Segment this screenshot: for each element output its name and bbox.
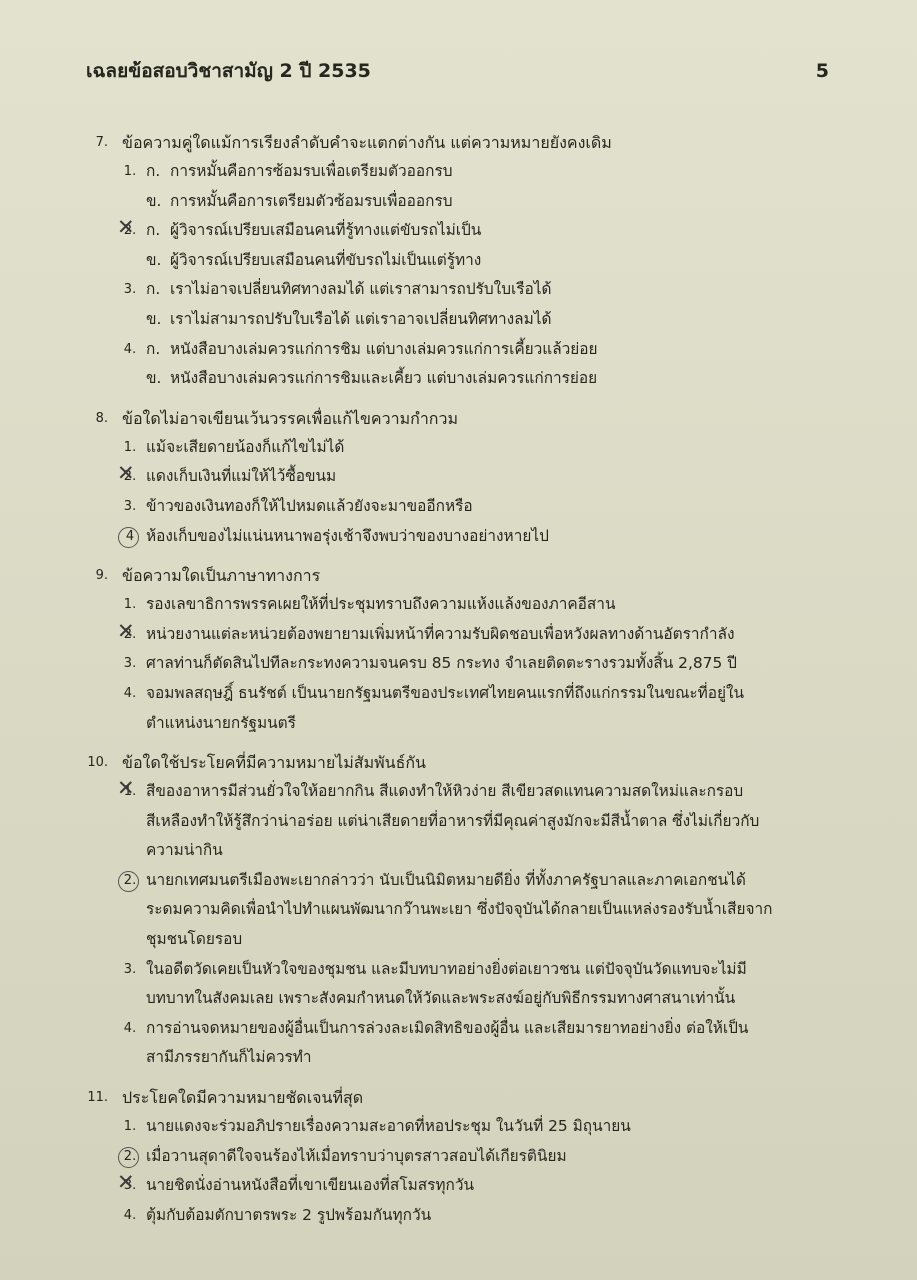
sub-text: ผู้วิจารณ์เปรียบเสมือนคนที่รู้ทางแต่ขับรถไม่เป็น: [170, 221, 482, 240]
question-number: 11.: [87, 1090, 108, 1106]
option-text: แม้จะเสียดายน้องก็แก้ไขไม่ได้: [146, 437, 345, 456]
cross-mark-icon: 2. ✕: [117, 620, 143, 650]
option-text: นายแดงจะร่วมอภิปรายเรื่องความสะอาดที่หอประชุม ในวันที่ 25 มิถุนายน: [146, 1117, 631, 1136]
question-text: ข้อความคู่ใดแม้การเรียงลำดับคำจะแตกต่างกัน แต่ความหมายยังคงเดิม: [122, 133, 612, 152]
sub-text: การหมั้นคือการเตรียมตัวซ้อมรบเพื่อออกรบ: [170, 191, 453, 210]
option-number: 3.: [123, 961, 137, 977]
option-3: [0, 649, 917, 679]
sub-label: ก.: [146, 280, 161, 299]
question-7: [0, 128, 917, 394]
option-3: [0, 492, 917, 522]
option-3: [0, 955, 917, 1014]
option-text: นายกเทศมนตรีเมืองพะเยากล่าวว่า นับเป็นนิมิตหมายดียิ่ง ที่ทั้งภาครัฐบาลและภาคเอกชนได้: [146, 870, 746, 889]
option-text: หน่วยงานแต่ละหน่วยต้องพยายามเพิ่มหน้าที่ความรับผิดชอบเพื่อหวังผลทางด้านอัตรากำลัง: [146, 624, 735, 643]
sub-label: ก.: [146, 221, 161, 240]
sub-label: ก.: [146, 339, 161, 358]
option-1: [0, 590, 917, 620]
cross-mark-icon: 1. ✕: [117, 777, 143, 807]
sub-label: ก.: [146, 162, 161, 180]
answer-circle-icon: 2.: [117, 1142, 143, 1172]
option-text: การอ่านจดหมายของผู้อื่นเป็นการล่วงละเมิดสิทธิของผู้อื่น และเสียมารยาทอย่างยิ่ง ต่อให้เป็น: [146, 1018, 749, 1037]
option-4: [0, 679, 917, 738]
option-1: [0, 157, 917, 216]
option-text-cont: บทบาทในสังคมเลย เพราะสังคมกำหนดให้วัดและพระสงฆ์อยู่กับพิธีกรรมทางศาสนาเท่านั้น: [146, 989, 736, 1008]
question-text: ข้อใดไม่อาจเขียนเว้นวรรคเพื่อแก้ไขความกำกวม: [122, 408, 459, 428]
option-number: 4.: [123, 685, 137, 701]
option-text: จอมพลสฤษฎิ์ ธนรัชต์ เป็นนายกรัฐมนตรีของประเทศไทยคนแรกที่ถึงแก่กรรมในขณะที่อยู่ใน: [146, 683, 745, 702]
sub-label: ข.: [146, 191, 162, 210]
option-number: 1.: [123, 439, 137, 455]
question-number: 8.: [95, 410, 108, 426]
question-text: ข้อความใดเป็นภาษาทางการ: [122, 566, 321, 586]
cross-mark-icon: 2. ✕: [117, 216, 143, 246]
option-text-cont: ระดมความคิดเพื่อนำไปทำแผนพัฒนากว๊านพะเยา ซึ่งปัจจุบันได้กลายเป็นแหล่งรองรับน้ำเสียจาก: [146, 900, 773, 919]
page-number: 5: [815, 60, 829, 82]
question-text: ประโยคใดมีความหมายชัดเจนที่สุด: [122, 1088, 364, 1108]
option-number: 3.: [123, 498, 137, 514]
sub-label: ข.: [146, 369, 162, 388]
option-text-cont: ชุมชนโดยรอบ: [146, 930, 243, 949]
questions: [0, 128, 917, 1240]
option-text-cont: ตำแหน่งนายกรัฐมนตรี: [146, 713, 296, 732]
option-text: ห้องเก็บของไม่แน่นหนาพอรุ่งเช้าจึงพบว่าของบางอย่างหายไป: [146, 526, 549, 545]
option-text: ตุ้มกับต้อมตักบาตรพระ 2 รูปพร้อมกันทุกวัน: [146, 1205, 432, 1224]
question-number: 9.: [95, 568, 108, 584]
sub-text: หนังสือบางเล่มควรแก่การชิมและเคี้ยว แต่บางเล่มควรแก่การย่อย: [170, 369, 598, 388]
sub-text: ผู้วิจารณ์เปรียบเสมือนคนที่ขับรถไม่เป็นแต่รู้ทาง: [170, 250, 482, 269]
option-text: นายชิตนั่งอ่านหนังสือที่เขาเขียนเองที่สโมสรทุกวัน: [146, 1176, 475, 1195]
option-4: [0, 1014, 917, 1073]
option-2: [0, 216, 917, 275]
option-2: [0, 620, 917, 650]
option-number: 1.: [123, 164, 137, 179]
option-text-cont: สามีภรรยากันก็ไม่ควรทำ: [146, 1048, 312, 1067]
cross-mark-icon: 3. ✕: [117, 1171, 143, 1201]
option-number: 3.: [123, 282, 137, 298]
option-number: 4.: [123, 1020, 137, 1036]
option-text: เมื่อวานสุดาดีใจจนร้องไห้เมื่อทราบว่าบุตรสาวสอบได้เกียรตินิยม: [146, 1146, 567, 1165]
question-9: [0, 561, 917, 738]
option-text: ในอดีตวัดเคยเป็นหัวใจของชุมชน และมีบทบาทอย่างยิ่งต่อเยาวชน แต่ปัจจุบันวัดแทบจะไม่มี: [146, 959, 747, 978]
option-4: [0, 335, 917, 394]
option-text: ข้าวของเงินทองก็ให้ไปหมดแล้วยังจะมาขออีกหรือ: [146, 496, 473, 515]
option-number: 4.: [123, 341, 137, 357]
option-text: ศาลท่านก็ตัดสินไปทีละกระทงความจนครบ 85 กระทง จำเลยติดตะรางรวมทั้งสิ้น 2,875 ปี: [146, 654, 737, 673]
option-text-cont: สีเหลืองทำให้รู้สึกว่าน่าอร่อย แต่น่าเสียดายที่อาหารที่มีคุณค่าสูงมักจะมีสีน้ำตาล ซึ่งไม่เกี่ยวกับ: [146, 811, 760, 830]
option-2: [0, 462, 917, 492]
page-header: [86, 56, 829, 86]
option-4: [0, 522, 917, 552]
question-text: ข้อใดใช้ประโยคที่มีความหมายไม่สัมพันธ์กัน: [122, 753, 426, 773]
question-11: [0, 1083, 917, 1230]
question-10: [0, 748, 917, 1073]
option-4: [0, 1201, 917, 1231]
option-text: แดงเก็บเงินที่แม่ให้ไว้ซื้อขนม: [146, 467, 337, 486]
sub-text: การหมั้นคือการซ้อมรบเพื่อเตรียมตัวออกรบ: [170, 162, 453, 180]
answer-circle-icon: 4: [117, 522, 143, 552]
option-3: [0, 275, 917, 334]
option-number: 4.: [123, 1207, 137, 1223]
page-title: เฉลยข้อสอบวิชาสามัญ 2 ปี 2535: [86, 60, 371, 82]
option-text: สีของอาหารมีส่วนยั่วใจให้อยากกิน สีแดงทำให้หิวง่าย สีเขียวสดแทนความสดใหม่และกรอบ: [146, 782, 744, 801]
question-number: 7.: [95, 135, 108, 150]
answer-circle-icon: 2.: [117, 866, 143, 896]
option-number: 1.: [123, 1119, 137, 1135]
sub-label: ข.: [146, 309, 162, 328]
sub-text: เราไม่อาจเปลี่ยนทิศทางลมได้ แต่เราสามารถปรับใบเรือได้: [170, 280, 552, 299]
question-number: 10.: [87, 755, 108, 771]
sub-text: เราไม่สามารถปรับใบเรือได้ แต่เราอาจเปลี่ยนทิศทางลมได้: [170, 309, 552, 328]
option-1: [0, 777, 917, 866]
option-1: [0, 1112, 917, 1142]
sub-label: ข.: [146, 250, 162, 269]
option-text: รองเลขาธิการพรรคเผยให้ที่ประชุมทราบถึงความแห้งแล้งของภาคอีสาน: [146, 595, 616, 614]
option-2: [0, 1142, 917, 1172]
cross-mark-icon: 2. ✕: [117, 462, 143, 492]
question-8: [0, 404, 917, 551]
option-number: 1.: [123, 597, 137, 613]
option-2: [0, 866, 917, 955]
sub-text: หนังสือบางเล่มควรแก่การชิม แต่บางเล่มควรแก่การเคี้ยวแล้วย่อย: [170, 339, 598, 358]
option-number: 3.: [123, 656, 137, 672]
option-3: [0, 1171, 917, 1201]
option-1: [0, 433, 917, 463]
option-text-cont: ความน่ากิน: [146, 841, 223, 860]
